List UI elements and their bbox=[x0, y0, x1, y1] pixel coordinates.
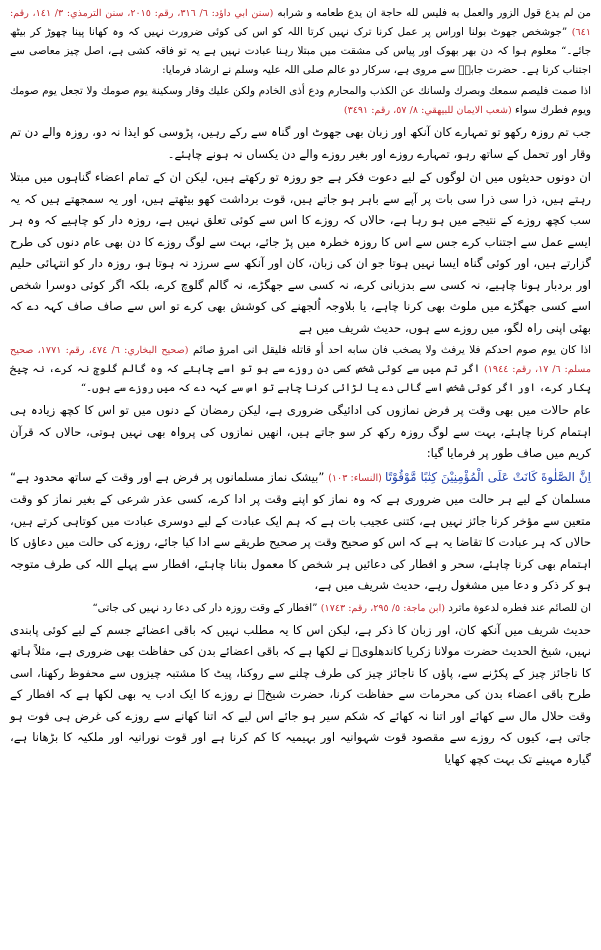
body-text: ”جوشخص جھوٹ بولنا اوراس پر عمل کرنا ترک نہیں کرتا اللہ کو اس کی کوئی ضرورت نہیں کہ وہ کھانا پینا چھوڑ کر بیٹھ جائے۔“ معلوم ہوا کہ دن بھر بھوک اور پیاس کی مشقت میں مبتلا رہنا عبادت نہیں ہے یہ تو فاقہ کشی ہے، اصل چیز معاصی سے اجتناب کرنا ہے۔ حضرت جابرؓ سے مروی ہے، سرکار دو عالم صلی اللہ علیہ وسلم نے ارشاد فرمایا: bbox=[10, 26, 591, 76]
quran-verse: اِنَّ الصَّلٰوةَ كَانَتْ عَلَى الْمُؤْمِنِيْنَ كِتٰبًا مَّوْقُوْتًا bbox=[385, 469, 591, 484]
citation-reference: (النساء: ١٠٣) bbox=[328, 472, 386, 484]
urdu-text-paragraph bbox=[10, 122, 591, 165]
citation-reference: (سنن ابي داؤد: ٦/ ٣١٦، رقم: ٢٠١٥، سنن الترمذي: ٣/ ١٤١، رقم: ٦٤١) bbox=[10, 8, 591, 38]
urdu-text-paragraph bbox=[10, 400, 591, 465]
arabic-text-paragraph bbox=[10, 82, 591, 120]
body-text: عام حالات میں بھی وقت پر فرض نمازوں کی ادائیگی ضروری ہے، لیکن رمضان کے دنوں میں تو اس کا کچھ زیادہ ہی اہتمام کرنا چاہئے، بہت سے لوگ روزہ رکھ کر سو جاتے ہیں، انھیں نمازوں کی پرواہ بھی نہیں ہوتی، حالاں کہ قرآن کریم میں صاف طور پر فرمایا گیا: bbox=[10, 403, 591, 460]
arabic-text-paragraph bbox=[10, 4, 591, 80]
body-text: حدیث شریف میں آنکھ کان، اور زبان کا ذکر ہے، لیکن اس کا یہ مطلب نہیں کہ باقی اعضائے جسم کے لیے کوئی پابندی نہیں، شیخ الحدیث حضرت مولانا زکریا کاندھلویؒ نے لکھا ہے کہ باقی اعضائے بدن کی حفاظت بھی ضروری ہے، مثلاً ہاتھ کا ناجائز چیز کے پکڑنے سے، پاؤں کا ناجائز چیز کی طرف چلنے سے روکنا، پیٹ کا مشتبہ چیزوں سے محفوظ رکھنا، اسی طرح باقی اعضاء بدن کی محرمات سے حفاظت کرنا، حضرت شیخؒ نے روزے کا ایک ادب یہ بھی لکھا ہے کہ افطار کے وقت حلال مال سے کھائے اور اتنا نہ کھائے کہ شکم سیر ہو جائے اس لیے کہ اتنا کھانے سے روزے کی غرض ہی فوت ہو جاتی ہے، کیوں کہ روزے سے مقصود قوت شہوانیہ اور بہیمیہ کا کم کرنا ہے اور قوت نورانیہ اور ملکیہ کا بڑھانا ہے، گیارہ مہینے تک بہت کچھ کھایا bbox=[10, 622, 591, 766]
body-text: اذا كان يوم صوم احدكم فلا يرفث ولا يصخب فان سابه احد أو قاتله فليقل انى امرؤ صائم bbox=[188, 344, 591, 356]
arabic-text-paragraph bbox=[10, 599, 591, 618]
arabic-text-paragraph bbox=[10, 341, 591, 398]
urdu-text-paragraph bbox=[10, 620, 591, 771]
citation-reference: (صحيح البخاري: ٦/ ٤٧٤، رقم: ١٧٧١، صحيح مسلم: ٦/ ١٧، رقم: ١٩٤٤) bbox=[10, 345, 591, 375]
body-text: من لم يدع قول الزور والعمل به فليس لله حاجة ان يدع طعامه و شرابه bbox=[273, 7, 591, 19]
body-text: ”بیشک نماز مسلمانوں پر فرض ہے اور وقت کے ساتھ محدود ہے“ مسلمان کے لیے ہر حالت میں ضروری ہے کہ وہ نماز کو اپنے وقت پر ادا کرے، کسی عذر شرعی کے بغیر نماز کو وقت متعین سے مؤخر کرنا جائز نہیں ہے، کتنی عجیب بات ہے کہ ہم ایک عبادت کے لیے دوسری عبادت میں کوتاہی کرتے ہیں، حالاں کہ ہر عبادت کا تقاضا یہ ہے کہ اس کو صحیح وقت پر صحیح طریقے سے ادا کیا جائے، روزے کی حالت میں دعاؤں کا اہتمام بھی کرنا چاہئے، سحر و افطار کی دعائیں ہر شخص کا معمول بنانا چاہئے، افطار سے پہلے اللہ کی طرف متوجہ ہو کر ذکر و دعا میں مشغول رہے، حدیث شریف میں ہے، bbox=[10, 469, 591, 592]
body-text: اذا صمت فليصم سمعك وبصرك ولسانك عن الكذب والمحارم ودع أذى الخادم ولكن عليك وقار وسكينة يوم صومك ولا تجعل يوم صومك ويوم فطرك سواء bbox=[10, 85, 591, 116]
body-text: اگر تم میں سے کوئی شخص کسی دن روزے سے ہو تو اسے چاہئے کہ وہ گالم گلوچ نہ کرے، نہ چیخ پکار کرے، اور اگر کوئی شخص اسے گالی دے یا لڑائی کرنا چاہے تو اس سے کہہ دے کہ میں روزے سے ہوں۔“ bbox=[10, 363, 591, 394]
body-text: ”افطار کے وقت روزہ دار کی دعا رد نہیں کی جاتی“ bbox=[92, 601, 321, 614]
body-text: ان للصائم عند فطره لدعوة ماترد bbox=[445, 601, 591, 614]
body-text: جب تم روزہ رکھو تو تمہارے کان آنکھ اور زبان بھی جھوٹ اور گناہ سے رکے رہیں، پڑوسی کو ایذا نہ دو، روزہ والے دن تم وقار اور تحمل کے ساتھ رہو، تمہارے روزے اور بغیر روزے والے دن یکساں نہ ہونے چاہئے۔ bbox=[10, 125, 591, 161]
urdu-text-paragraph bbox=[10, 467, 591, 597]
body-text: ان دونوں حدیثوں میں ان لوگوں کے لیے دعوت فکر ہے جو روزہ تو رکھتے ہیں، لیکن ان کے تمام اعضاء گناہوں میں مبتلا رہتے ہیں، ذرا سی ذرا سی بات پر آپے سے باہر ہو جاتے ہیں، قوت برداشت کھو بیٹھتے ہیں، اور یہ سمجھتے ہیں کہ یہ سب کچھ روزے کے نتیجے میں ہو رہا ہے، حالاں کہ روزے کا اس سے کوئی تعلق نہیں ہے، روزہ دار کو چاہیے کہ وہ ہر ایسے عمل سے اجتناب کرے جس سے اس کا روزہ خطرہ میں پڑ جائے، بہت سے لوگ روزے کا دن بھی عام دنوں کی طرح گزارتے ہیں، اور کوئی گناہ ایسا نہیں ہوتا جو ان کی زبان، کان اور آنکھ سے سرزد نہ ہوتا ہو، روزہ دار کو انتہائی حلیم اور بردبار ہونا چاہیے، نہ کسی سے بدزبانی کرے، نہ کسی سے جھگڑے، نہ گالم گلوچ کرے، بلکہ اگر کوئی دوسرا شخص اسے کسی جھگڑے میں ملوث بھی کرنا چاہے، یا بلاوجہ اُلجھنے کی کوشش بھی کرے تو اس سے صاف صاف کہہ دے کہ بھئی اپنی راہ لگو، میں روزے سے ہوں، حدیث شریف میں ہے bbox=[10, 170, 591, 335]
citation-reference: (شعب الايمان للبيهقي: ٨/ ٥٧، رقم: ٣٤٩١) bbox=[343, 105, 512, 116]
urdu-text-paragraph bbox=[10, 167, 591, 339]
citation-reference: (ابن ماجة: ٥/ ٢٩٥، رقم: ١٧٤٣) bbox=[320, 602, 445, 614]
